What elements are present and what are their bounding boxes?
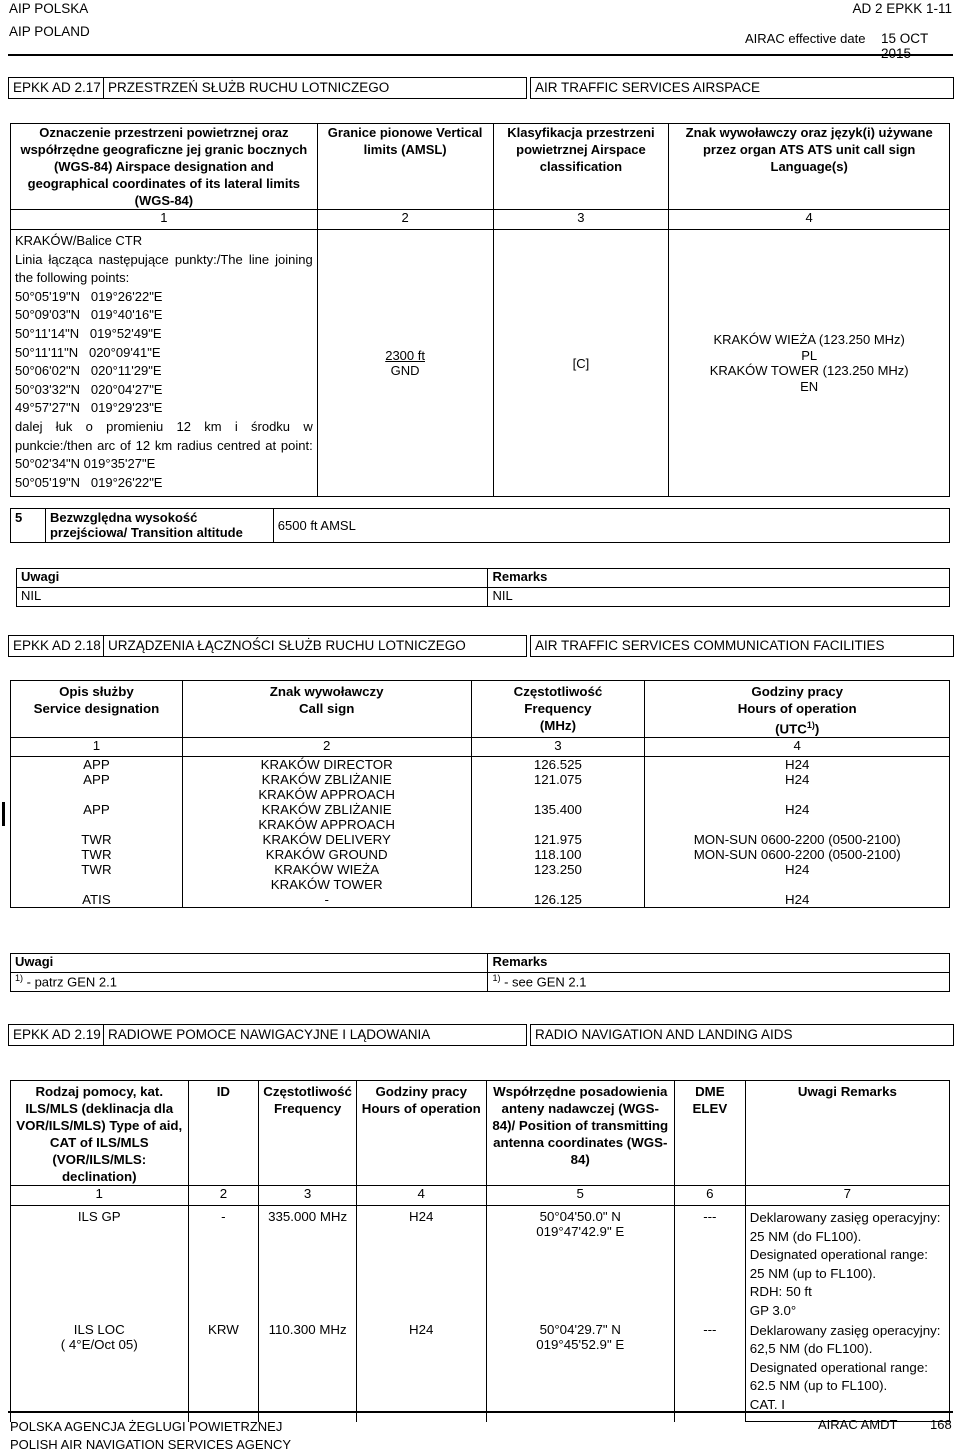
comm-header-text: Znak wywoławczy bbox=[269, 684, 384, 699]
navaid-rows bbox=[11, 1206, 950, 1422]
comm-header-text: (MHz) bbox=[539, 718, 577, 733]
section-title-en: RADIO NAVIGATION AND LANDING AIDS bbox=[530, 1024, 954, 1046]
table-row bbox=[11, 757, 950, 773]
callsign-line: KRAKÓW ZBLIŻANIE bbox=[261, 802, 392, 818]
comm-hours: H24 bbox=[645, 862, 950, 892]
navaid-remarks bbox=[745, 1322, 949, 1422]
airspace-remarks-table bbox=[16, 568, 950, 607]
comm-header-text: Hours of operation bbox=[737, 701, 857, 716]
remark-line: Deklarowany zasięg operacyjny: 62,5 NM (do FL100). bbox=[749, 1322, 941, 1356]
upper-limit: 2300 ft bbox=[385, 348, 425, 364]
note-text: - patrz GEN 2.1 bbox=[23, 974, 117, 990]
navaid-declination: ( 4°E/Oct 05) bbox=[60, 1336, 138, 1352]
col-number: 3 bbox=[471, 738, 645, 757]
header-page-number: AD 2 EPKK 1-11 bbox=[852, 1, 952, 16]
callsign-line: KRAKÓW APPROACH bbox=[258, 817, 396, 833]
navaid-frequency: 110.300 MHz bbox=[259, 1322, 357, 1422]
remarks-label-en: Remarks bbox=[488, 569, 950, 588]
comm-hours: H24 bbox=[645, 892, 950, 908]
col-number: 4 bbox=[669, 210, 950, 230]
comm-frequency: 126.525 bbox=[471, 757, 645, 773]
section-code: EPKK AD 2.18 bbox=[8, 635, 104, 657]
navaid-lat: 50°04'29.7" N bbox=[539, 1321, 621, 1337]
table-row bbox=[11, 832, 950, 847]
section-title-pl: URZĄDZENIA ŁĄCZNOŚCI SŁUŻB RUCHU LOTNICZEGO bbox=[103, 635, 527, 657]
remarks-label-pl: Uwagi bbox=[17, 569, 488, 588]
remark-line: GP 3.0° bbox=[749, 1302, 797, 1318]
language-pl: PL bbox=[801, 347, 818, 363]
navaid-lon: 019°45'52.9" E bbox=[536, 1336, 625, 1352]
navaid-id: - bbox=[188, 1206, 259, 1322]
navaid-type-line: ILS LOC bbox=[73, 1321, 125, 1337]
comm-hours: MON-SUN 0600-2200 (0500-2100) bbox=[645, 847, 950, 862]
remarks-note-en bbox=[488, 973, 950, 992]
nav-header-id: ID bbox=[188, 1081, 259, 1186]
comm-header-text: Godziny pracy bbox=[751, 684, 843, 699]
col-number: 3 bbox=[259, 1186, 357, 1206]
note-text: - see GEN 2.1 bbox=[500, 974, 587, 990]
section-code: EPKK AD 2.19 bbox=[8, 1024, 104, 1046]
col-number: 4 bbox=[356, 1186, 486, 1206]
comm-frequency: 126.125 bbox=[471, 892, 645, 908]
col-number: 1 bbox=[11, 1186, 189, 1206]
remark-line: Designated operational range: 62.5 NM (up to FL100). bbox=[749, 1359, 928, 1393]
header-left-en: AIP POLAND bbox=[9, 24, 90, 39]
callsign-line: KRAKÓW APPROACH bbox=[258, 787, 396, 803]
airspace-point: 50°11'11"N 020°09'41"E bbox=[15, 344, 161, 360]
table-row bbox=[11, 802, 950, 832]
section-title-en: AIR TRAFFIC SERVICES COMMUNICATION FACILITIES bbox=[530, 635, 954, 657]
navaids-table bbox=[10, 1080, 950, 1422]
airac-effective-date: 15 OCT bbox=[881, 31, 929, 46]
nav-header-position: Współrzędne posadowienia anteny nadawczej (WGS-84)/ Position of transmitting antenna coordinates (WGS-84) bbox=[486, 1081, 674, 1186]
comm-remarks-table bbox=[10, 953, 950, 992]
comm-header-hours bbox=[645, 681, 950, 738]
col-number: 7 bbox=[745, 1186, 949, 1206]
comm-header-callsign bbox=[182, 681, 471, 738]
utc-text: (UTC bbox=[775, 721, 807, 737]
nav-header-frequency: Częstotliwość Frequency bbox=[259, 1081, 357, 1186]
ta-label: Bezwzględna wysokość przejściowa/ Transition altitude bbox=[45, 509, 273, 543]
change-bar bbox=[2, 802, 5, 826]
language-en: EN bbox=[800, 378, 819, 394]
navaid-dme: --- bbox=[674, 1206, 745, 1322]
comm-header-text: Call sign bbox=[298, 701, 355, 716]
airspace-point: 50°11'14"N 019°52'49"E bbox=[15, 325, 162, 341]
airspace-header-designation: Oznaczenie przestrzeni powietrznej oraz współrzędne geograficzne jej granic bocznych (WGS-84) Airspace designation and geographical coordinates of its lateral limits (WGS-84) bbox=[11, 124, 318, 210]
airspace-point: 49°57'27"N 019°29'23"E bbox=[15, 400, 163, 416]
col-number: 6 bbox=[674, 1186, 745, 1206]
remark-line: Designated operational range: 25 NM (up to FL100). bbox=[749, 1247, 928, 1281]
airspace-description bbox=[11, 230, 318, 497]
navaid-type bbox=[11, 1322, 189, 1422]
comm-callsign bbox=[182, 772, 471, 802]
col-number: 4 bbox=[645, 738, 950, 757]
callsign-en: KRAKÓW TOWER (123.250 MHz) bbox=[709, 363, 909, 379]
vertical-limits-cell bbox=[317, 230, 493, 497]
callsign-line: KRAKÓW WIEŻA bbox=[274, 862, 380, 878]
col-number: 2 bbox=[182, 738, 471, 757]
section-title-pl: PRZESTRZEŃ SŁUŻB RUCHU LOTNICZEGO bbox=[103, 77, 527, 99]
comm-callsign: KRAKÓW GROUND bbox=[182, 847, 471, 862]
comm-header-service bbox=[11, 681, 183, 738]
comm-frequency: 135.400 bbox=[471, 802, 645, 832]
comm-service: TWR bbox=[11, 847, 183, 862]
footnote-ref: 1) bbox=[15, 973, 24, 983]
comm-rows bbox=[11, 757, 950, 908]
airspace-point: 50°09'03"N 019°40'16"E bbox=[15, 307, 163, 323]
table-row bbox=[11, 772, 950, 802]
navaid-dme: --- bbox=[674, 1322, 745, 1422]
comm-frequency: 118.100 bbox=[471, 847, 645, 862]
comm-header-frequency bbox=[471, 681, 645, 738]
header-rule bbox=[8, 54, 953, 56]
footnote-ref: 1) bbox=[492, 973, 501, 983]
comm-frequency: 121.075 bbox=[471, 772, 645, 802]
classification-cell: [C] bbox=[493, 230, 669, 497]
transition-altitude-table bbox=[10, 508, 950, 543]
nav-header-hours: Godziny pracy Hours of operation bbox=[356, 1081, 486, 1186]
airspace-designation: KRAKÓW/Balice CTR bbox=[15, 233, 143, 248]
col-number: 1 bbox=[11, 738, 183, 757]
utc-close: ) bbox=[814, 721, 820, 737]
airspace-point: 50°05'19"N 019°26'22"E bbox=[15, 474, 163, 490]
section-title-pl: RADIOWE POMOCE NAWIGACYJNE I LĄDOWANIA bbox=[103, 1024, 527, 1046]
callsign-line: KRAKÓW ZBLIŻANIE bbox=[261, 772, 392, 788]
navaid-position bbox=[486, 1206, 674, 1322]
col-number: 1 bbox=[11, 210, 318, 230]
remark-line: CAT. I bbox=[749, 1396, 785, 1412]
comm-callsign bbox=[182, 862, 471, 892]
callsign-line: KRAKÓW TOWER bbox=[270, 877, 383, 893]
airspace-line-intro: Linia łącząca następujące punkty:/The line joining the following points: bbox=[15, 251, 313, 286]
comm-header-text: Częstotliwość bbox=[513, 684, 603, 699]
comm-callsign: KRAKÓW DIRECTOR bbox=[182, 757, 471, 773]
navaid-position bbox=[486, 1322, 674, 1422]
navaid-type: ILS GP bbox=[11, 1206, 189, 1322]
comm-service: APP bbox=[11, 802, 183, 832]
airspace-header-callsign: Znak wywoławczy oraz język(i) używane przez organ ATS ATS unit call sign Language(s) bbox=[669, 124, 950, 210]
section-bar-ad218 bbox=[8, 635, 953, 657]
navaid-frequency: 335.000 MHz bbox=[259, 1206, 357, 1322]
comm-header-text: Opis służby bbox=[59, 684, 134, 699]
remark-line: RDH: 50 ft bbox=[749, 1284, 812, 1299]
navaid-hours: H24 bbox=[356, 1206, 486, 1322]
comm-service: TWR bbox=[11, 862, 183, 892]
footer-amdt-number: 168 bbox=[930, 1417, 952, 1432]
comm-header-utc bbox=[649, 717, 945, 737]
remarks-note-pl bbox=[11, 973, 488, 992]
nav-header-dme: DME ELEV bbox=[674, 1081, 745, 1186]
footer-amdt-label: AIRAC AMDT bbox=[818, 1417, 898, 1432]
airspace-table bbox=[10, 123, 950, 497]
comm-service: TWR bbox=[11, 832, 183, 847]
section-code: EPKK AD 2.17 bbox=[8, 77, 104, 99]
comm-callsign bbox=[182, 802, 471, 832]
airspace-header-vertical: Granice pionowe Vertical limits (AMSL) bbox=[317, 124, 493, 210]
comm-hours: H24 bbox=[645, 757, 950, 773]
airspace-arc: dalej łuk o promieniu 12 km i środku w punkcie:/then arc of 12 km radius centred at point: 50°02'34"N 019°35'27"E bbox=[15, 418, 313, 472]
col-number: 2 bbox=[317, 210, 493, 230]
ta-value: 6500 ft AMSL bbox=[273, 509, 949, 543]
comm-header-text: Service designation bbox=[33, 701, 160, 716]
section-title-en: AIR TRAFFIC SERVICES AIRSPACE bbox=[530, 77, 954, 99]
ta-number: 5 bbox=[11, 509, 46, 543]
section-bar-ad219 bbox=[8, 1024, 953, 1046]
callsign-cell bbox=[669, 230, 950, 497]
comm-callsign: - bbox=[182, 892, 471, 908]
footer-rule bbox=[8, 1411, 953, 1413]
remarks-value-pl: NIL bbox=[17, 588, 488, 607]
col-number: 5 bbox=[486, 1186, 674, 1206]
callsign-pl: KRAKÓW WIEŻA (123.250 MHz) bbox=[713, 332, 905, 348]
airspace-point: 50°05'19"N 019°26'22"E bbox=[15, 288, 163, 304]
col-number: 3 bbox=[493, 210, 669, 230]
lower-limit: GND bbox=[390, 363, 420, 379]
footnote-ref: 1) bbox=[806, 720, 815, 730]
comm-hours: MON-SUN 0600-2200 (0500-2100) bbox=[645, 832, 950, 847]
navaid-remarks bbox=[745, 1206, 949, 1322]
navaid-id: KRW bbox=[188, 1322, 259, 1422]
col-number: 2 bbox=[188, 1186, 259, 1206]
airspace-point: 50°06'02"N 020°11'29"E bbox=[15, 363, 162, 379]
table-row bbox=[11, 1322, 950, 1422]
airac-effective-label: AIRAC effective date bbox=[745, 31, 866, 46]
comm-callsign: KRAKÓW DELIVERY bbox=[182, 832, 471, 847]
nav-header-type: Rodzaj pomocy, kat. ILS/MLS (deklinacja dla VOR/ILS/MLS) Type of aid, CAT of ILS/MLS (VOR/ILS/MLS: declination) bbox=[11, 1081, 189, 1186]
remarks-label-en: Remarks bbox=[488, 954, 950, 973]
comm-service: APP bbox=[11, 757, 183, 773]
table-row bbox=[11, 892, 950, 908]
header-left-pl: AIP POLSKA bbox=[9, 1, 89, 16]
comm-service: ATIS bbox=[11, 892, 183, 908]
comm-frequency: 123.250 bbox=[471, 862, 645, 892]
remarks-value-en: NIL bbox=[488, 588, 950, 607]
table-row bbox=[11, 862, 950, 892]
footer-agency-pl: POLSKA AGENCJA ŻEGLUGI POWIETRZNEJ bbox=[10, 1419, 283, 1434]
footer-agency-en: POLISH AIR NAVIGATION SERVICES AGENCY bbox=[10, 1437, 292, 1452]
comm-hours: H24 bbox=[645, 802, 950, 832]
comm-facilities-table bbox=[10, 680, 950, 908]
comm-hours: H24 bbox=[645, 772, 950, 802]
navaid-lat: 50°04'50.0" N bbox=[539, 1209, 621, 1224]
comm-service: APP bbox=[11, 772, 183, 802]
section-bar-ad217 bbox=[8, 77, 953, 99]
airspace-point: 50°03'32"N 020°04'27"E bbox=[15, 381, 163, 397]
comm-frequency: 121.975 bbox=[471, 832, 645, 847]
nav-header-remarks: Uwagi Remarks bbox=[745, 1081, 949, 1186]
table-row bbox=[11, 1206, 950, 1322]
airspace-header-class: Klasyfikacja przestrzeni powietrznej Airspace classification bbox=[493, 124, 669, 210]
table-row bbox=[11, 847, 950, 862]
navaid-lon: 019°47'42.9" E bbox=[536, 1224, 625, 1239]
remarks-label-pl: Uwagi bbox=[11, 954, 488, 973]
remark-line: Deklarowany zasięg operacyjny: 25 NM (do FL100). bbox=[749, 1210, 941, 1244]
navaid-hours: H24 bbox=[356, 1322, 486, 1422]
comm-header-text: Frequency bbox=[524, 701, 592, 716]
